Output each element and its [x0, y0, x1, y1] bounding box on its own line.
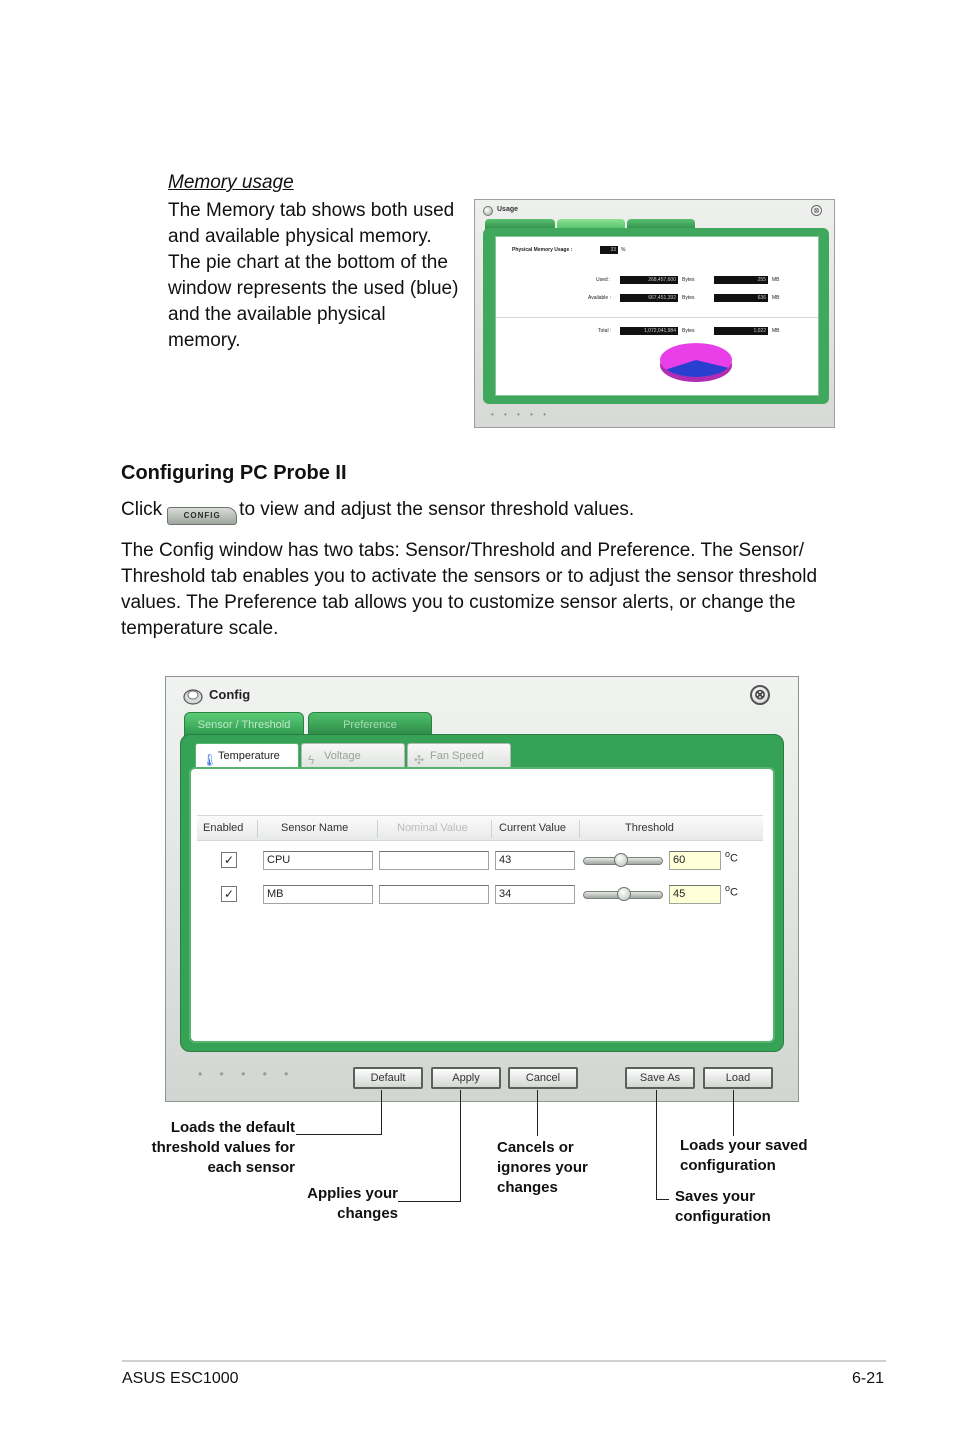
- callout-load-line: configuration: [680, 1157, 776, 1174]
- total-mb: 1,022: [714, 327, 768, 335]
- callout-default-line: threshold values for: [151, 1139, 295, 1156]
- available-bytes: 667,451,392: [620, 294, 678, 302]
- callout-line-apply: [460, 1090, 461, 1202]
- threshold-input-mb[interactable]: 45: [669, 885, 721, 904]
- celsius-unit: C: [730, 886, 738, 899]
- total-mb-unit: MB: [772, 328, 780, 334]
- total-bytes-unit: Bytes: [682, 328, 695, 334]
- callout-line-default-h: [296, 1134, 382, 1135]
- callout-apply-line: Applies your: [307, 1185, 398, 1202]
- col-nominal-value: Nominal Value: [397, 822, 468, 834]
- total-label: Total :: [598, 328, 612, 334]
- callout-line-save-as-h: [656, 1199, 669, 1200]
- callout-apply: [280, 1184, 398, 1224]
- col-separator: [257, 820, 258, 838]
- config-window-title: Config: [209, 687, 251, 702]
- probe-logo-icon: [183, 687, 203, 705]
- usage-window-title: Usage: [497, 206, 519, 213]
- table-header: [197, 815, 763, 841]
- sensor-name-field-cpu[interactable]: CPU: [263, 851, 373, 870]
- click-suffix: to view and adjust the sensor threshold values.: [239, 499, 635, 520]
- subtab-temperature[interactable]: [195, 743, 299, 769]
- close-icon[interactable]: ⊗: [750, 685, 770, 705]
- celsius-unit: C: [730, 852, 738, 865]
- config-description: The Config window has two tabs: Sensor/Threshold and Preference. The Sensor/ Threshold tab enables you to activate the sensors or to adjust the sensor threshold values. The Preference tab allows you to customize sensor alerts, or change the temperature scale.: [121, 540, 818, 639]
- usage-frame: [483, 228, 829, 404]
- callout-line-apply-h: [398, 1201, 461, 1202]
- slider-handle-cpu[interactable]: [614, 853, 628, 867]
- subtab-temperature-label: Temperature: [218, 750, 280, 762]
- callout-apply-line: changes: [337, 1205, 398, 1222]
- callout-line-cancel: [537, 1090, 538, 1136]
- usage-window: [474, 199, 835, 428]
- col-threshold: Threshold: [625, 822, 674, 834]
- apply-button[interactable]: Apply: [431, 1067, 501, 1089]
- col-separator: [377, 820, 378, 838]
- probe-logo-icon: [483, 206, 493, 216]
- used-bytes-unit: Bytes: [682, 277, 695, 283]
- tab-sensor-threshold[interactable]: Sensor / Threshold: [184, 712, 304, 736]
- callout-save-as: [675, 1187, 815, 1227]
- enabled-checkbox-mb[interactable]: ✓: [221, 886, 237, 902]
- memory-usage-text: The Memory tab shows both used and available physical memory. The pie chart at the bottom of the window represents the used (blue) and the available physical memory.: [168, 200, 459, 351]
- thermometer-icon: 🌡: [202, 753, 218, 767]
- sensor-name-field-mb[interactable]: MB: [263, 885, 373, 904]
- divider: [496, 317, 818, 318]
- memory-pie-chart: [656, 341, 736, 387]
- callout-cancel: [497, 1138, 637, 1198]
- cancel-button[interactable]: Cancel: [508, 1067, 578, 1089]
- used-mb: 255: [714, 276, 768, 284]
- subtab-voltage[interactable]: [301, 743, 405, 767]
- current-value-field-mb: 34: [495, 885, 575, 904]
- current-value-field-cpu: 43: [495, 851, 575, 870]
- col-enabled: Enabled: [203, 822, 244, 834]
- callout-default-line: each sensor: [207, 1159, 295, 1176]
- col-separator: [579, 820, 580, 838]
- threshold-slider-mb[interactable]: [583, 891, 663, 899]
- memory-percent-label: Physical Memory Usage :: [512, 247, 573, 253]
- used-mb-unit: MB: [772, 277, 780, 283]
- load-button[interactable]: Load: [703, 1067, 773, 1089]
- status-dots: • • • • •: [198, 1067, 296, 1081]
- callout-cancel-line: ignores your: [497, 1159, 588, 1176]
- temperature-unit-mb: [725, 883, 738, 899]
- config-button-icon[interactable]: CONFIG: [167, 507, 237, 525]
- config-outer-frame: [180, 734, 784, 1052]
- callout-default-line: Loads the default: [170, 1119, 295, 1136]
- close-icon[interactable]: ⊗: [811, 205, 822, 216]
- col-current-value: Current Value: [499, 822, 567, 834]
- nominal-value-field-mb[interactable]: [379, 885, 489, 904]
- usage-panel: [495, 236, 819, 396]
- callout-cancel-line: changes: [497, 1179, 558, 1196]
- memory-percent-unit: %: [621, 247, 626, 253]
- footer-rule: [122, 1360, 886, 1362]
- degree-symbol: o: [725, 883, 731, 893]
- callout-line-load: [733, 1090, 734, 1136]
- callout-default: [120, 1118, 295, 1178]
- voltage-icon: ϟ: [308, 753, 315, 767]
- click-instruction: [121, 499, 634, 525]
- available-mb: 636: [714, 294, 768, 302]
- footer-page-number: 6-21: [852, 1370, 885, 1387]
- degree-symbol: o: [725, 849, 731, 859]
- sensor-panel: [189, 767, 775, 1043]
- callout-save-as-line: configuration: [675, 1208, 771, 1225]
- callout-line-default: [381, 1090, 382, 1135]
- default-button[interactable]: Default: [353, 1067, 423, 1089]
- nominal-value-field-cpu[interactable]: [379, 851, 489, 870]
- callout-save-as-line: Saves your: [675, 1188, 756, 1205]
- temperature-unit-cpu: [725, 849, 738, 865]
- config-window: [165, 676, 799, 1102]
- available-bytes-unit: Bytes: [682, 295, 695, 301]
- tab-preference[interactable]: Preference: [308, 712, 432, 736]
- memory-percent-value: 33: [600, 246, 618, 254]
- subtab-fan-speed-label: Fan Speed: [430, 750, 484, 762]
- footer-left: ASUS ESC1000: [122, 1370, 239, 1387]
- callout-load-line: Loads your saved: [680, 1137, 808, 1154]
- callout-load: [680, 1136, 840, 1176]
- memory-usage-heading: Memory usage: [168, 172, 294, 193]
- threshold-slider-cpu[interactable]: [583, 857, 663, 865]
- available-mb-unit: MB: [772, 295, 780, 301]
- callout-cancel-line: Cancels or: [497, 1139, 574, 1156]
- subtab-voltage-label: Voltage: [324, 750, 361, 762]
- available-label: Available :: [588, 295, 611, 301]
- save-as-button[interactable]: Save As: [625, 1067, 695, 1089]
- used-bytes: 268,457,600: [620, 276, 678, 284]
- used-label: Used :: [596, 277, 611, 283]
- fan-icon: ✣: [414, 753, 425, 767]
- section-title: Configuring PC Probe II: [121, 462, 347, 484]
- total-bytes: 1,072,041,984: [620, 327, 678, 335]
- slider-handle-mb[interactable]: [617, 887, 631, 901]
- status-dots: • • • • •: [491, 410, 550, 419]
- click-prefix: Click: [121, 499, 163, 520]
- subtab-fan-speed[interactable]: [407, 743, 511, 767]
- col-sensor-name: Sensor Name: [281, 822, 349, 834]
- col-separator: [491, 820, 492, 838]
- callout-line-save-as: [656, 1090, 657, 1200]
- enabled-checkbox-cpu[interactable]: ✓: [221, 852, 237, 868]
- threshold-input-cpu[interactable]: 60: [669, 851, 721, 870]
